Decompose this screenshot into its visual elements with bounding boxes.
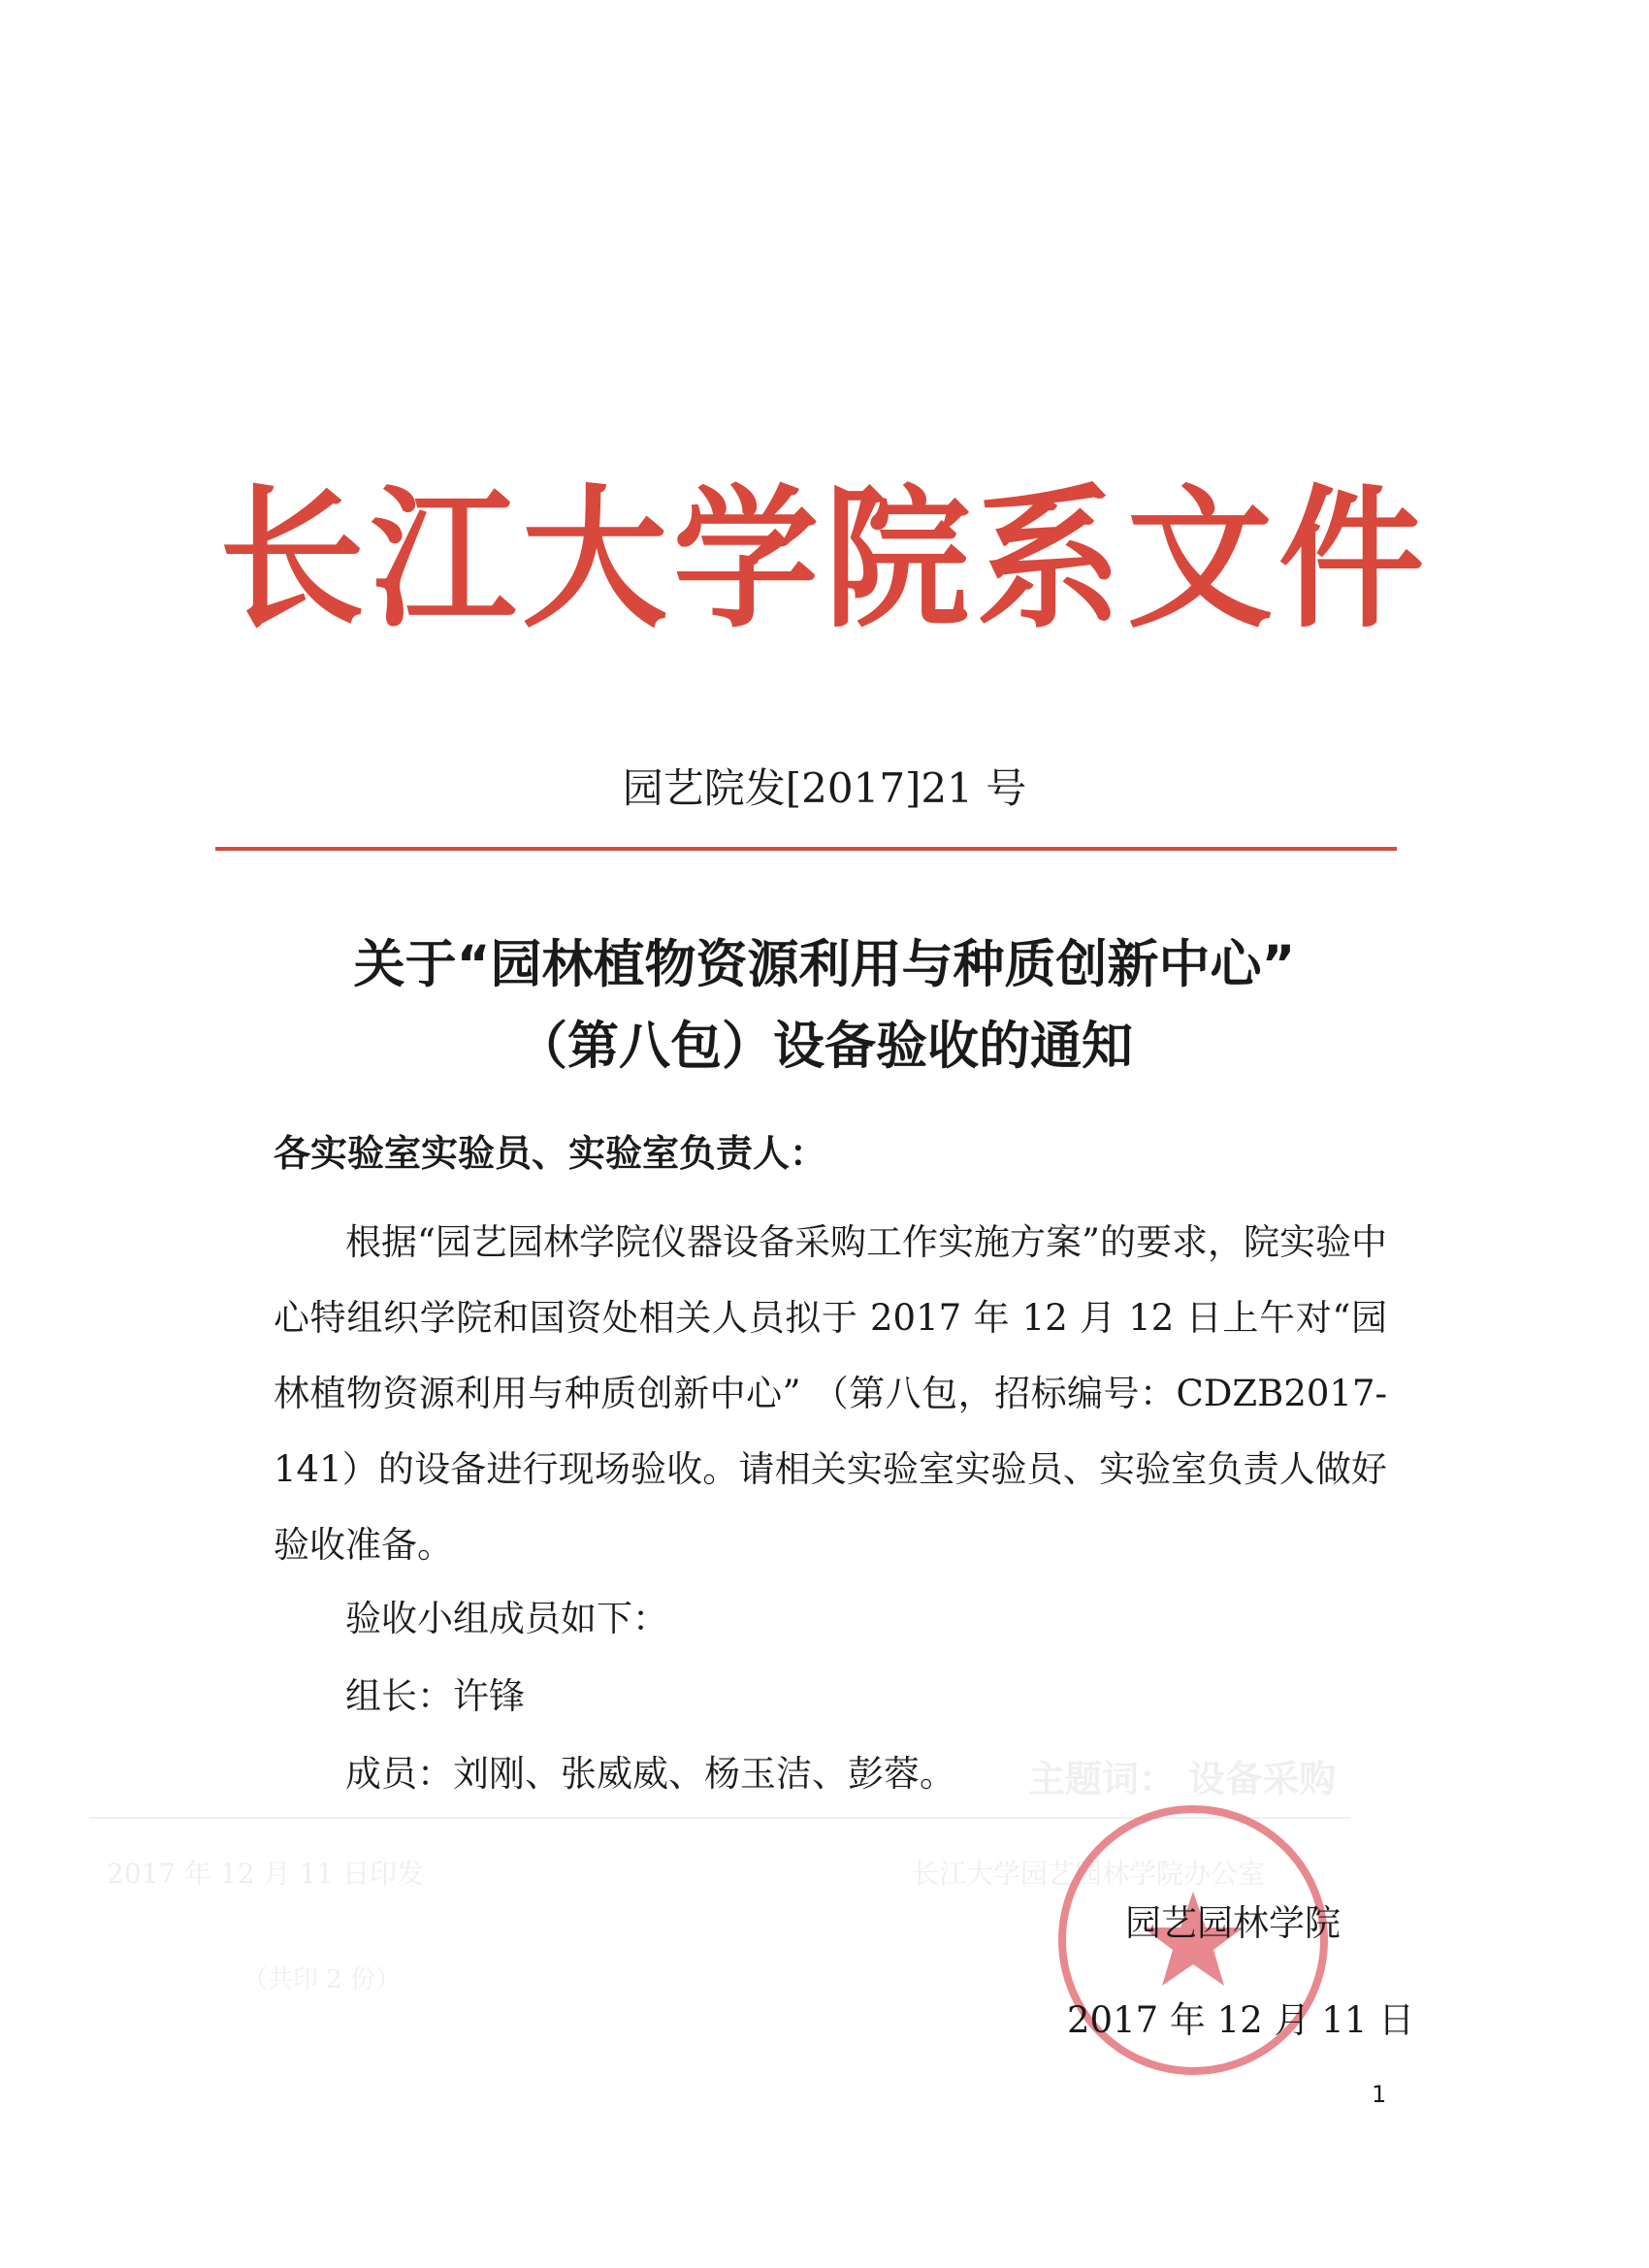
notice-title-line-1: 关于“园林植物资源利用与种质创新中心” (353, 935, 1296, 994)
group-members: 成员：刘刚、张威威、杨玉洁、彭蓉。 (345, 1753, 955, 1795)
bleed-through-subject: 主题词： 设备采购 (1028, 1758, 1337, 1800)
red-divider (215, 847, 1397, 851)
document-number: 园艺院发[2017]21 号 (622, 764, 1027, 812)
masthead-title: 长江大学院系文件 (218, 470, 1430, 650)
body-paragraph: 根据“园艺园林学院仪器设备采购工作实施方案”的要求，院实验中心特组织学院和国资处相关人员拟于 2017 年 12 月 12 日上午对“园林植物资源利用与种质创新中心” （第八包，招标编号：CDZB2017-141）的设备进行现场验收。请相关实验室实验员、实验室负责人做好验收准备。 (274, 1221, 1387, 1566)
notice-title-line-2: （第八包）设备验收的通知 (516, 1017, 1133, 1076)
issue-date: 2017 年 12 月 11 日 (1067, 1999, 1415, 2041)
salutation: 各实验室实验员、实验室负责人： (274, 1131, 827, 1175)
group-leader: 组长：许锋 (345, 1675, 525, 1717)
page-number: 1 (1372, 2081, 1387, 2108)
notice-body (274, 1205, 1387, 1583)
bleed-through-copies: （共印 2 份） (242, 1965, 402, 1994)
issuing-organization: 园艺园林学院 (1125, 1902, 1341, 1944)
bleed-through-print-date: 2017 年 12 月 11 日印发 (107, 1858, 425, 1890)
bleed-through-office: 长江大学园艺园林学院办公室 (912, 1858, 1266, 1890)
members-intro: 验收小组成员如下： (345, 1598, 668, 1639)
